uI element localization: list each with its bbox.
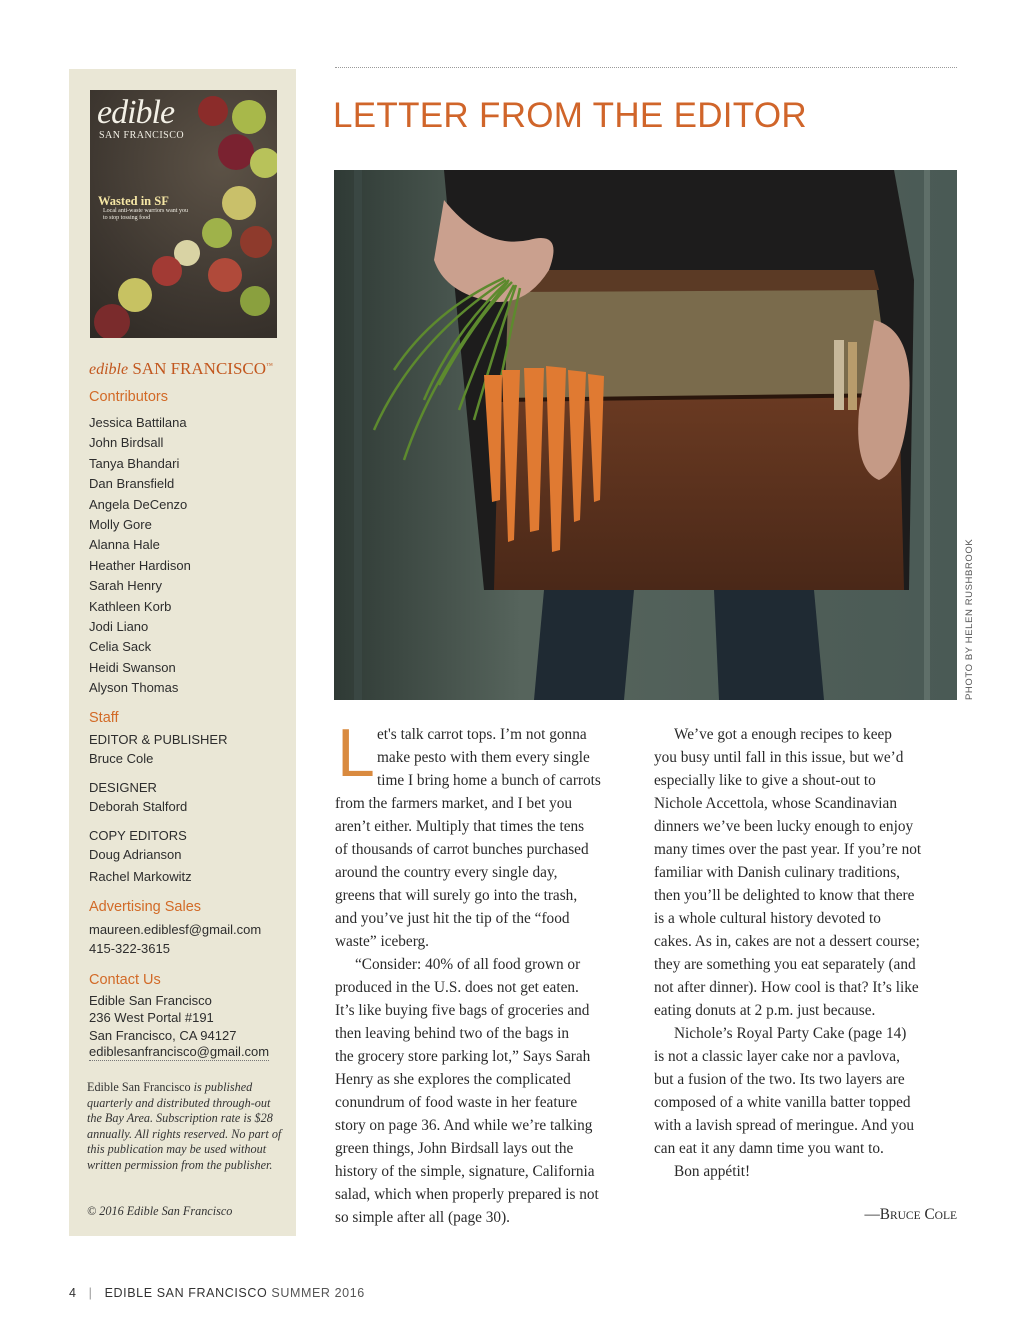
contributor-name: Alanna Hale [89, 537, 160, 553]
staff-role: DESIGNER [89, 780, 157, 795]
contributor-name: Tanya Bhandari [89, 455, 180, 471]
staff-role: COPY EDITORS [89, 828, 187, 843]
article-line: from the farmers market, and I bet you [335, 795, 573, 812]
contact-email[interactable]: ediblesanfrancisco@gmail.com [89, 1043, 270, 1059]
article-line: eating donuts at 2 p.m. just because. [654, 1002, 876, 1019]
article-line: but a fusion of the two. Its two layers are [654, 1071, 905, 1088]
cover-logo: edible [97, 94, 175, 131]
contributor-name: Celia Sack [89, 639, 152, 655]
apple-image [240, 286, 270, 316]
contributors-heading: Contributors [89, 389, 168, 405]
article-line: dinners we’ve been lucky enough to enjoy [654, 818, 914, 835]
article-line: especially like to give a shout-out to [654, 772, 876, 789]
article-line: is a whole cultural history devoted to [654, 910, 881, 927]
cover-subhead: Local anti-waste warriors want you to stop tossing food [103, 208, 188, 222]
contact-line: 236 West Portal #191 [89, 1010, 214, 1026]
footer-separator: | [88, 1286, 93, 1300]
contributor-name: John Birdsall [89, 435, 164, 451]
article-line: history of the simple, signature, California [335, 1163, 595, 1180]
article-line: Henry as she explores the complicated [335, 1071, 571, 1088]
staff-name: Doug Adrianson [89, 847, 182, 862]
cover-headline: Wasted in SF [98, 194, 169, 208]
article-line: We’ve got a enough recipes to keep [674, 726, 892, 743]
apple-image [198, 96, 228, 126]
article-line: Nichole Accettola, whose Scandinavian [654, 795, 897, 812]
page-footer [69, 1286, 365, 1300]
contact-address [89, 992, 269, 1061]
article-line: not after dinner). How cool is that? It’s like [654, 979, 919, 996]
article-line: produced in the U.S. does not get eaten. [335, 979, 579, 996]
article-line: many times over the past year. If you’re not [654, 841, 922, 858]
article-line: familiar with Danish culinary traditions, [654, 864, 900, 881]
staff-name: Bruce Cole [89, 751, 154, 766]
contributor-name: Jessica Battilana [89, 415, 187, 430]
advertising-phone: 415-322-3615 [89, 941, 170, 956]
advertising-email[interactable]: maureen.ediblesf@gmail.com [89, 922, 262, 937]
contributor-name: Jodi Liano [89, 619, 149, 635]
page-title: LETTER FROM THE EDITOR [333, 96, 807, 135]
page-number: 4 [69, 1286, 77, 1300]
contributor-name: Heidi Swanson [89, 659, 176, 675]
apple-image [232, 100, 266, 134]
brand-italic: edible [89, 361, 129, 378]
article-line: et's talk carrot tops. I’m not gonna [377, 726, 587, 743]
article-line: green things, John Birdsall lays out the [335, 1140, 574, 1157]
contact-line: San Francisco, CA 94127 [89, 1027, 237, 1043]
article-line: make pesto with them every single [377, 749, 590, 766]
signature-initial: C [924, 1206, 935, 1223]
editor-signature [820, 1206, 957, 1224]
masthead-sidebar [69, 69, 296, 1236]
staff-heading: Staff [89, 710, 119, 726]
article-line: time I bring home a bunch of carrots [377, 772, 601, 789]
article-line: composed of a white vanilla batter topped [654, 1094, 911, 1111]
article-line: greens that will surely go into the trash, [335, 887, 578, 904]
notice-publication-name: Edible San Francisco [87, 1080, 191, 1094]
article-line: conundrum of food waste in her feature [335, 1094, 578, 1111]
article-line: they are something you eat separately (and [654, 956, 916, 973]
article-line: waste” iceberg. [335, 933, 429, 950]
apple-image [94, 304, 130, 338]
apple-image [208, 258, 242, 292]
photo-credit-text: PHOTO BY HELEN RUSHBROOK [964, 538, 975, 700]
staff-name: Deborah Stalford [89, 799, 188, 814]
article-line: then you’ll be delighted to know that there [654, 887, 915, 904]
drop-cap: L [337, 715, 375, 791]
article-line: It’s like buying five bags of groceries and [335, 1002, 590, 1019]
signature-initial: B [879, 1206, 890, 1223]
staff-name: Rachel Markowitz [89, 869, 192, 884]
carrots-apron-illustration [334, 170, 957, 700]
advertising-heading: Advertising Sales [89, 899, 202, 915]
signature-dash: — [864, 1206, 880, 1223]
contributor-name: Angela DeCenzo [89, 496, 188, 512]
article-line: then leaving behind two of the bags in [335, 1025, 570, 1042]
article-line: Bon appétit! [674, 1163, 751, 1180]
article-line: can eat it any damn time you want to. [654, 1140, 884, 1157]
magazine-cover-image [90, 90, 277, 338]
article-line: around the country every single day, [335, 864, 558, 881]
dotted-rule [335, 67, 957, 68]
contributor-name: Dan Bransfield [89, 476, 175, 492]
contributor-name: Alyson Thomas [89, 680, 179, 696]
contributors-list [89, 413, 191, 699]
masthead-brand [89, 359, 273, 379]
article-line: cakes. As in, cakes are not a dessert course; [654, 933, 920, 950]
article-line: salad, which when properly prepared is not [335, 1186, 599, 1203]
apple-image [202, 218, 232, 248]
contact-line: Edible San Francisco [89, 993, 212, 1008]
footer-issue: SUMMER 2016 [271, 1286, 365, 1300]
apple-image [250, 148, 277, 178]
article-line: “Consider: 40% of all food grown or [355, 956, 581, 973]
article-line: with a lavish spread of meringue. And you [654, 1117, 914, 1134]
photo-credit [962, 538, 977, 700]
trademark-symbol: ™ [266, 361, 273, 370]
signature-smallcaps: RUCE [889, 1210, 921, 1222]
signature-smallcaps: OLE [934, 1210, 957, 1222]
contributor-name: Sarah Henry [89, 578, 162, 594]
cover-logo-subtitle: SAN FRANCISCO [99, 130, 185, 141]
apple-image [218, 134, 254, 170]
article-line: Nichole’s Royal Party Cake (page 14) [674, 1025, 907, 1042]
contributor-name: Heather Hardison [89, 557, 191, 573]
contributor-name: Kathleen Korb [89, 598, 172, 614]
article-line: so simple after all (page 30). [335, 1209, 511, 1226]
article-line: is not a classic layer cake nor a pavlova, [654, 1048, 900, 1065]
article-line: the grocery store parking lot,” Says Sarah [335, 1048, 591, 1065]
apple-image [240, 226, 272, 258]
publication-notice [87, 1080, 283, 1173]
notice-text: is published quarterly and distributed through-out the Bay Area. Subscription rate is $28 annually. All rights reserved. No part of this publication may be used without written permission from the publisher. [87, 1080, 282, 1172]
brand-name: SAN FRANCISCO [132, 359, 267, 378]
contributor-name: Molly Gore [89, 517, 152, 533]
apple-image [152, 256, 182, 286]
contact-heading: Contact Us [89, 972, 161, 988]
staff-role: EDITOR & PUBLISHER [89, 732, 228, 747]
article-line: you busy until fall in this issue, but we’d [654, 749, 904, 766]
article-column-1 [335, 723, 601, 1229]
article-line: of thousands of carrot bunches purchased [335, 841, 589, 858]
apple-image [222, 186, 256, 220]
editor-photo [334, 170, 957, 700]
copyright-notice: © 2016 Edible San Francisco [87, 1204, 233, 1218]
footer-publication: EDIBLE SAN FRANCISCO [104, 1286, 268, 1300]
article-column-2 [654, 723, 921, 1183]
article-line: story on page 36. And while we’re talking [335, 1117, 593, 1134]
article-line: aren’t either. Multiply that times the tens [335, 818, 585, 835]
article-line: and you’ve just hit the tip of the “food [335, 910, 570, 927]
